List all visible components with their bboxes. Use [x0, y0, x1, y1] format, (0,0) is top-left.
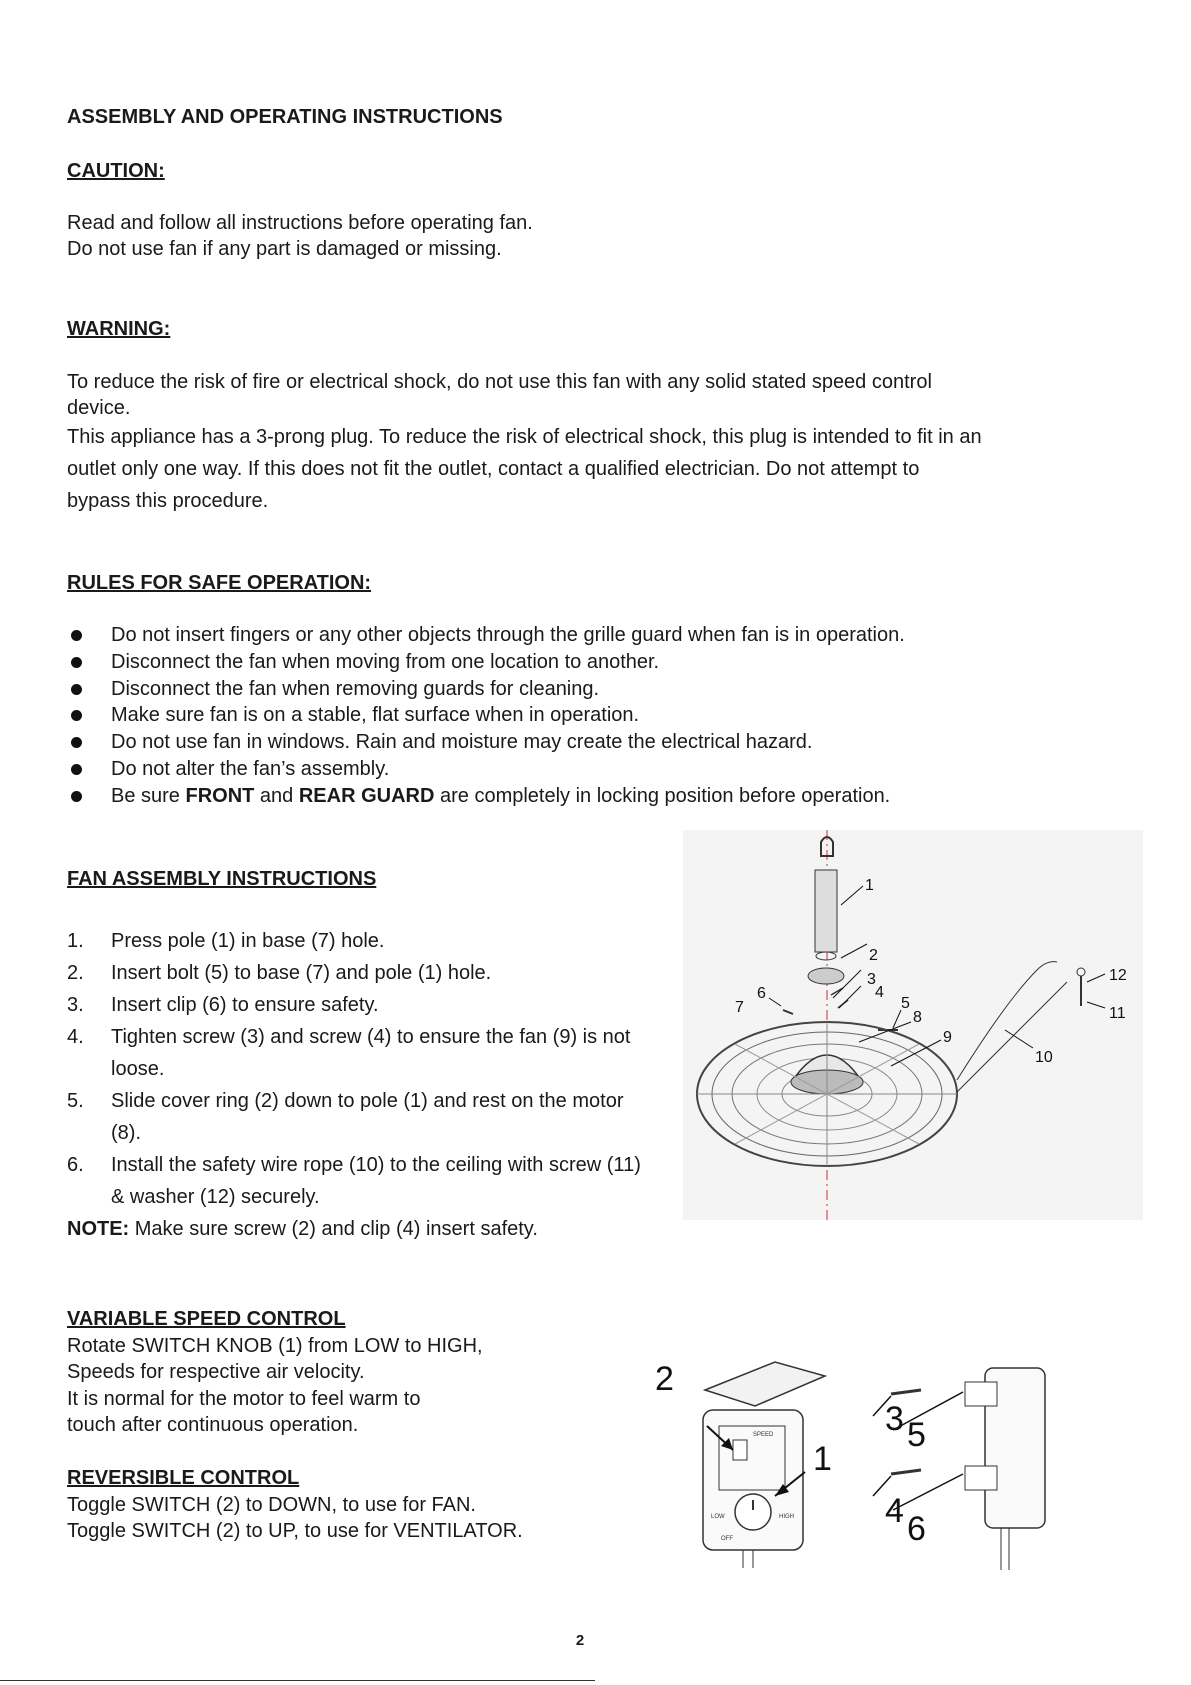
switch-label: OFF — [721, 1536, 733, 1542]
speed-line: Rotate SWITCH KNOB (1) from LOW to HIGH, — [67, 1335, 483, 1357]
caution-line: Do not use fan if any part is damaged or missing. — [67, 238, 502, 260]
fig-label: 7 — [735, 999, 744, 1016]
fig-label: 4 — [885, 1492, 904, 1530]
switch-label: LOW — [711, 1514, 725, 1520]
fig-label: 2 — [869, 947, 878, 964]
fig-label: 2 — [655, 1360, 674, 1398]
fig-label: 10 — [1035, 1049, 1053, 1066]
speed-heading: VARIABLE SPEED CONTROL — [67, 1308, 346, 1330]
caution-heading: CAUTION: — [67, 160, 165, 182]
caution-line: Read and follow all instructions before operating fan. — [67, 212, 533, 234]
fig-label: 5 — [901, 995, 910, 1012]
reversible-line: Toggle SWITCH (2) to DOWN, to use for FAN. — [67, 1494, 476, 1516]
bullet-icon — [71, 630, 82, 641]
fig-label: 12 — [1109, 967, 1127, 984]
assembly-note: NOTE: Make sure screw (2) and clip (4) insert safety. — [67, 1218, 538, 1240]
fig-label: 11 — [1109, 1005, 1126, 1022]
reversible-heading: REVERSIBLE CONTROL — [67, 1467, 300, 1489]
rules-heading: RULES FOR SAFE OPERATION: — [67, 572, 372, 594]
assembly-heading: FAN ASSEMBLY INSTRUCTIONS — [67, 868, 377, 890]
fig-label: 1 — [865, 877, 874, 894]
warning-line: To reduce the risk of fire or electrical shock, do not use this fan with any solid stated speed control — [67, 371, 932, 393]
bullet-icon — [71, 684, 82, 695]
reversible-line: Toggle SWITCH (2) to UP, to use for VENTILATOR. — [67, 1520, 523, 1542]
fig-label: 8 — [913, 1009, 922, 1026]
fig-label: 3 — [885, 1400, 904, 1438]
fig-label: 6 — [907, 1510, 926, 1548]
warning-line: bypass this procedure. — [67, 490, 269, 512]
bullet-icon — [71, 710, 82, 721]
warning-line: outlet only one way. If this does not fit the outlet, contact a qualified electrician. Do not attempt to — [67, 458, 920, 480]
fig-label: 4 — [875, 984, 884, 1001]
bullet-icon — [71, 737, 82, 748]
switch-label: SPEED — [753, 1432, 774, 1438]
fig-label: 1 — [813, 1440, 832, 1478]
fan-assembly-diagram — [683, 830, 1143, 1220]
warning-line: This appliance has a 3-prong plug. To reduce the risk of electrical shock, this plug is intended to fit in an — [67, 426, 982, 448]
warning-line: device. — [67, 397, 131, 419]
speed-line: touch after continuous operation. — [67, 1414, 359, 1436]
fig-label: 5 — [907, 1416, 926, 1454]
page-number: 2 — [575, 1632, 585, 1649]
manual-page: ASSEMBLY AND OPERATING INSTRUCTIONS CAUTION: Read and follow all instructions before operating fan. Do not use fan if any part is damaged or missing. WARNING: To reduce the risk of fire or electrical shock, do not use this fan with any solid stated speed control device. This appliance has a 3-prong plug. To reduce the risk of electrical shock, this plug is intended to fit in an outlet only one way. If this does not fit the outlet, contact a qualified electrician. Do not attempt to bypass this procedure. RULES FOR SAFE OPERATION: Do not insert fingers or any other objects through the grille guard when fan is in operation. Disconnect the fan when moving from one location to another. Disconnect the fan when removing guards for cleaning. Make sure fan is on a stable, flat surface when in operation. Do not use fan in windows. Rain and moisture may create the electrical hazard. Do not alter the fan’s assembly. Be sure FRONT and REAR GUARD are completely in locking position before operation. FAN ASSEMBLY INSTRUCTIONS 1. Press pole (1) in base (7) hole. 2. Insert bolt (5) to base (7) and pole (1) hole. 3. Insert clip (6) to ensure safety. 4. Tighten screw (3) and screw (4) to ensure the fan (9) is not loose. 5. Slide cover ring (2) down to pole (1) and rest on the motor (8). 6. Install the safety wire rope (10) to the ceiling with screw (11) & washer (12) securely. NOTE: Make sure screw (2) and clip (4) insert safety. 1 2 3 4 5 6 7 8 9 10 11 12 VARIABLE SPEED CONTROL Rotate SWITCH KNOB (1) from LOW to HIGH, Speeds for respective air velocity. It is normal for the motor to feel warm to touch after continuous operation. REVERSIBLE CONTROL Toggle SWITCH (2) to DOWN, to use for FAN. Toggle SWITCH (2) to UP, to use for VENTILATOR. SPEED LOW HIGH OFF 2 1 3 5 4 6 2 — [0, 0, 1191, 1685]
bullet-icon — [71, 791, 82, 802]
fig-label: 9 — [943, 1029, 952, 1046]
bullet-icon — [71, 657, 82, 668]
warning-heading: WARNING: — [67, 318, 171, 340]
control-box-diagram — [645, 1350, 1085, 1570]
speed-line: It is normal for the motor to feel warm to — [67, 1388, 421, 1410]
page-title: ASSEMBLY AND OPERATING INSTRUCTIONS — [67, 106, 503, 128]
footer-divider — [0, 1680, 595, 1681]
fig-label: 6 — [757, 985, 766, 1002]
speed-line: Speeds for respective air velocity. — [67, 1361, 365, 1383]
switch-label: HIGH — [779, 1514, 794, 1520]
bullet-icon — [71, 764, 82, 775]
fig-label: 3 — [867, 971, 876, 988]
